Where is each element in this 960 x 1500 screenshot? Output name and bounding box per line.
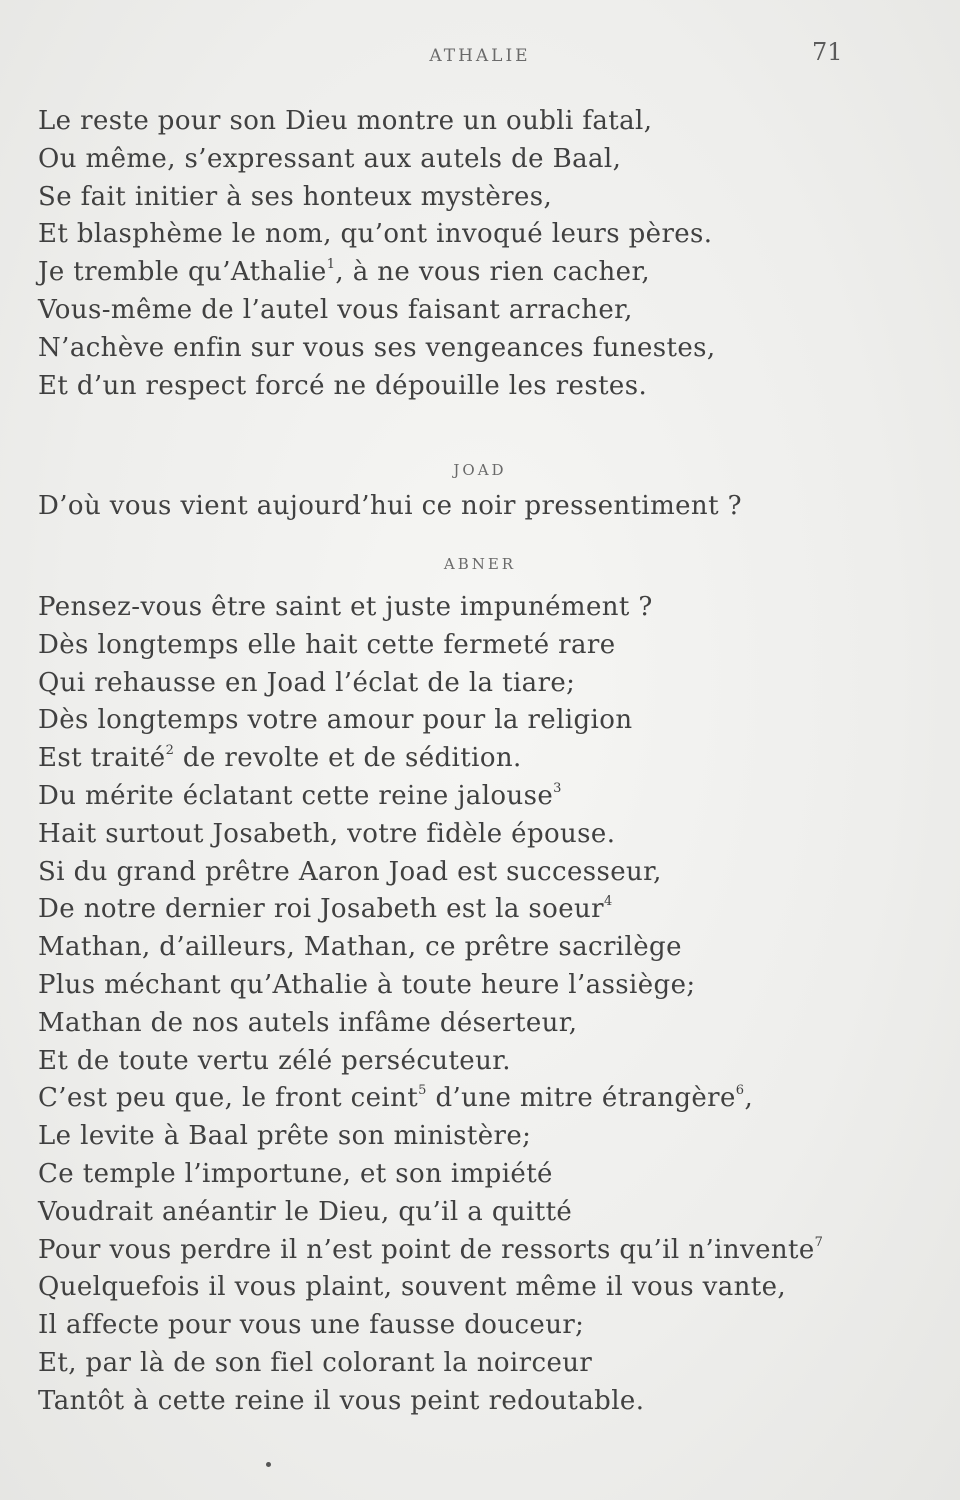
verse-text: Pour vous perdre il n’est point de ressorts qu’il n’invente xyxy=(38,1234,815,1265)
verse-text: Qui rehausse en Joad l’éclat de la tiare; xyxy=(38,667,576,698)
verse-text: De notre dernier roi Josabeth est la soeur xyxy=(38,894,604,925)
verse-line xyxy=(38,1005,898,1043)
verse-text: Voudrait anéantir le Dieu, qu’il a quitté xyxy=(38,1196,573,1227)
verse-line xyxy=(38,1269,898,1307)
verse-line xyxy=(38,368,898,406)
footnote-marker: 3 xyxy=(553,780,562,796)
verse-text: de revolte et de sédition. xyxy=(174,743,522,774)
verse-line xyxy=(38,854,898,892)
verse-text: Dès longtemps votre amour pour la religion xyxy=(38,705,633,736)
speaker-joad: JOAD xyxy=(453,461,507,479)
verse-line xyxy=(38,778,898,816)
verse-line xyxy=(38,254,898,292)
footnote-marker: 1 xyxy=(326,257,336,273)
verse-line xyxy=(38,1232,898,1270)
verse-line xyxy=(38,967,898,1005)
verse-text: Pensez-vous être saint et juste impunément ? xyxy=(38,592,653,622)
verse-text: N’achève enfin sur vous ses vengeances funestes, xyxy=(38,332,716,363)
verse-text: , xyxy=(744,1083,754,1114)
verse-line xyxy=(38,1118,898,1156)
running-title: ATHALIE xyxy=(429,46,531,66)
verse-line xyxy=(38,1383,898,1421)
verse-text: Et, par là de son fiel colorant la noirceur xyxy=(38,1347,593,1378)
verse-line xyxy=(38,1345,898,1383)
verse-stanza-2 xyxy=(38,589,898,1421)
verse-text: Je tremble qu’Athalie xyxy=(38,257,327,288)
verse-text: Le reste pour son Dieu montre un oubli fatal, xyxy=(38,106,653,136)
verse-text: Vous-même de l’autel vous faisant arracher, xyxy=(38,294,633,325)
verse-line: D’où vous vient aujourd’hui ce noir pressentiment ? xyxy=(38,491,742,521)
verse-text: Est traité xyxy=(38,743,166,774)
verse-line xyxy=(38,1307,898,1345)
verse-text: Du mérite éclatant cette reine jalouse xyxy=(38,780,554,811)
verse-line xyxy=(38,141,898,179)
verse-text: Quelquefois il vous plaint, souvent même il vous vante, xyxy=(38,1272,787,1303)
verse-line xyxy=(38,816,898,854)
footnote-marker: 6 xyxy=(735,1083,745,1099)
verse-stanza-1 xyxy=(38,103,898,405)
footnote-marker: 4 xyxy=(603,894,613,910)
verse-line xyxy=(38,103,898,141)
verse-text: d’une mitre étrangère xyxy=(426,1083,736,1114)
verse-text: Et de toute vertu zélé persécuteur. xyxy=(38,1045,511,1076)
verse-text: Ce temple l’importune, et son impiété xyxy=(38,1158,553,1189)
verse-line xyxy=(38,1080,898,1118)
verse-line xyxy=(38,740,898,778)
verse-text: Ou même, s’expressant aux autels de Baal, xyxy=(38,143,622,174)
verse-text: Tantôt à cette reine il vous peint redoutable. xyxy=(38,1385,645,1416)
verse-line xyxy=(38,665,898,703)
speaker-abner: ABNER xyxy=(443,555,517,573)
verse-line xyxy=(38,330,898,368)
verse-text: , à ne vous rien cacher, xyxy=(335,257,651,288)
verse-line xyxy=(38,179,898,217)
verse-line xyxy=(38,1043,898,1081)
verse-text: C’est peu que, le front ceint xyxy=(38,1083,419,1114)
verse-text: Dès longtemps elle hait cette fermeté rare xyxy=(38,629,616,660)
verse-line xyxy=(38,891,898,929)
print-speck xyxy=(266,1462,271,1467)
footnote-marker: 7 xyxy=(814,1234,824,1250)
verse-line xyxy=(38,292,898,330)
verse-text: Hait surtout Josabeth, votre fidèle épouse. xyxy=(38,818,616,849)
footnote-marker: 5 xyxy=(418,1083,427,1099)
verse-text: Le levite à Baal prête son ministère; xyxy=(38,1121,532,1152)
verse-line xyxy=(38,1194,898,1232)
footnote-marker: 2 xyxy=(165,743,175,759)
verse-line xyxy=(38,1156,898,1194)
verse-joad xyxy=(38,488,898,526)
verse-text: Mathan, d’ailleurs, Mathan, ce prêtre sacrilège xyxy=(38,932,682,963)
verse-text: Et d’un respect forcé ne dépouille les restes. xyxy=(38,370,648,401)
verse-line xyxy=(38,627,898,665)
verse-line xyxy=(38,589,898,627)
verse-line xyxy=(38,929,898,967)
verse-line xyxy=(38,216,898,254)
verse-text: Se fait initier à ses honteux mystères, xyxy=(38,181,553,212)
verse-text: Plus méchant qu’Athalie à toute heure l’assiège; xyxy=(38,969,696,1000)
verse-text: Et blasphème le nom, qu’ont invoqué leurs pères. xyxy=(38,219,713,250)
verse-line xyxy=(38,702,898,740)
verse-text: Il affecte pour vous une fausse douceur; xyxy=(38,1310,585,1341)
verse-text: Mathan de nos autels infâme déserteur, xyxy=(38,1007,578,1038)
verse-text: Si du grand prêtre Aaron Joad est successeur, xyxy=(38,856,662,887)
page-number: 71 xyxy=(812,38,843,66)
